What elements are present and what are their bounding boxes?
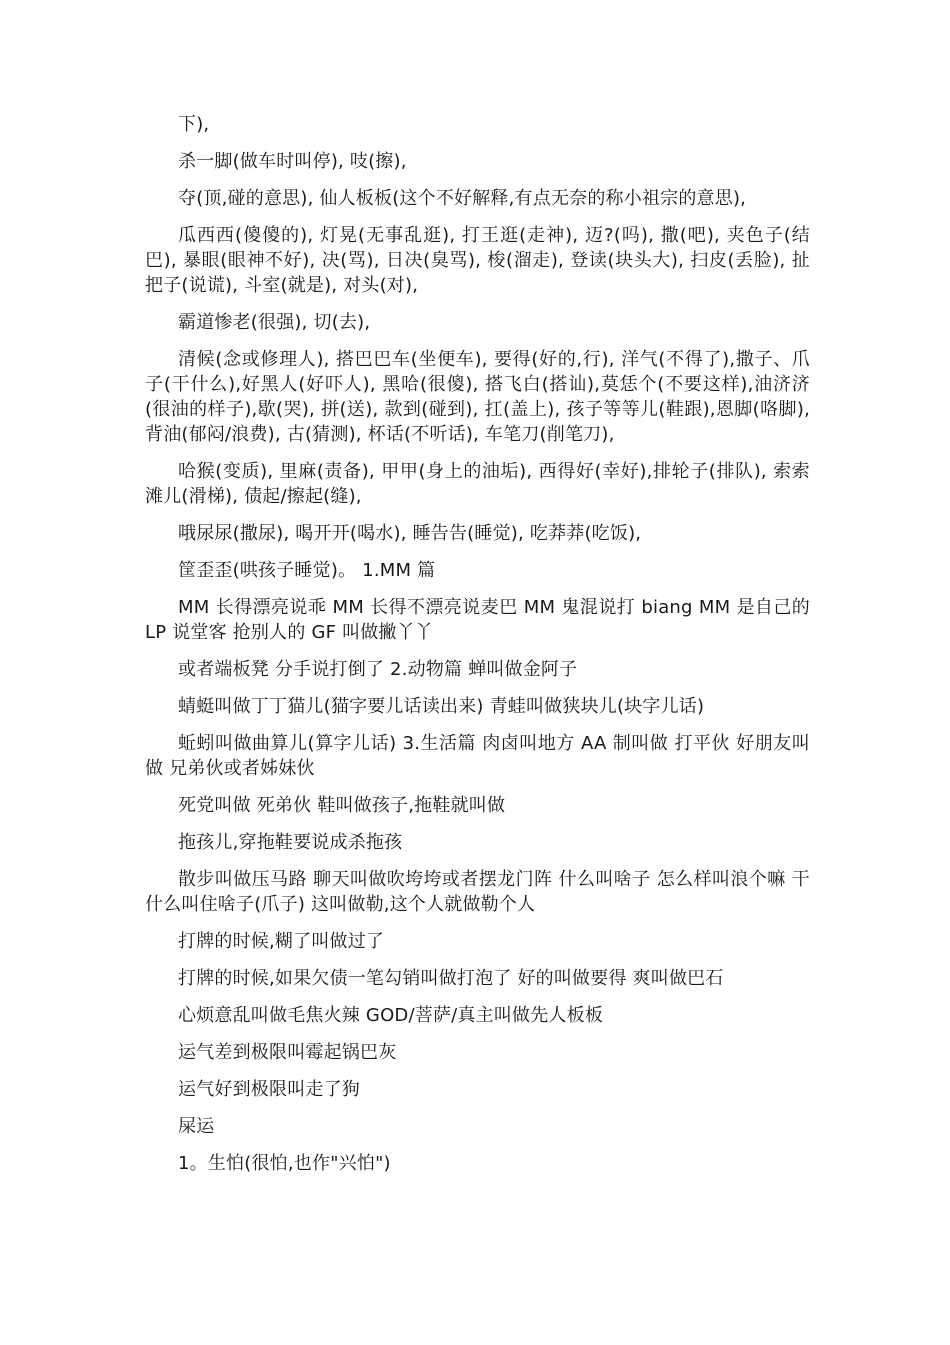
paragraph-16: 散步叫做压马路 聊天叫做吹垮垮或者摆龙门阵 什么叫啥子 怎么样叫浪个嘛 干什么叫住啥子(爪子) 这叫做勒,这个人就做勒个人 — [145, 869, 810, 915]
paragraph-14: 死党叫做 死弟伙 鞋叫做孩子,拖鞋就叫做 — [178, 795, 506, 816]
paragraph-1: 下), — [178, 114, 210, 135]
paragraph-22: 屎运 — [178, 1116, 215, 1137]
paragraph-10: MM 长得漂亮说乖 MM 长得不漂亮说麦巴 MM 鬼混说打 biang MM 是自己的 LP 说堂客 抢别人的 GF 叫做撇丫丫 — [145, 597, 810, 643]
paragraph-11: 或者端板凳 分手说打倒了 2.动物篇 蝉叫做金阿子 — [178, 659, 578, 680]
paragraph-7: 哈猴(变质), 里麻(责备), 甲甲(身上的油垢), 西得好(幸好),排轮子(排队), 索索滩儿(滑梯), 债起/擦起(缝), — [145, 461, 810, 507]
document-body — [145, 112, 810, 1188]
paragraph-15: 拖孩儿,穿拖鞋要说成杀拖孩 — [178, 832, 403, 853]
paragraph-12: 蜻蜓叫做丁丁猫儿(猫字要儿话读出来) 青蛙叫做狭块儿(块字儿话) — [178, 696, 705, 717]
paragraph-18: 打牌的时候,如果欠债一笔勾销叫做打泡了 好的叫做要得 爽叫做巴石 — [178, 968, 724, 989]
paragraph-9: 筐歪歪(哄孩子睡觉)。 1.MM 篇 — [178, 560, 436, 581]
paragraph-3: 夺(顶,碰的意思), 仙人板板(这个不好解释,有点无奈的称小祖宗的意思), — [178, 188, 747, 209]
paragraph-19: 心烦意乱叫做毛焦火辣 GOD/菩萨/真主叫做先人板板 — [178, 1005, 604, 1026]
paragraph-21: 运气好到极限叫走了狗 — [178, 1079, 360, 1100]
paragraph-23: 1。生怕(很怕,也作"兴怕") — [178, 1153, 391, 1174]
paragraph-6: 清候(念或修理人), 搭巴巴车(坐便车), 要得(好的,行), 洋气(不得了),撒子、爪子(干什么),好黑人(好吓人), 黑哈(很傻), 搭飞白(搭讪),莫恁个(不要这样),油济济(很油的样子),歇(哭), 拼(送), 款到(碰到), 扛(盖上), 孩子等等儿(鞋跟),恩脚(咯脚), 背油(郁闷/浪费), 古(猜测), 杯话(不听话), 车笔刀(削笔刀), — [145, 349, 810, 445]
paragraph-13: 蚯蚓叫做曲算儿(算字儿话) 3.生活篇 肉卤叫地方 AA 制叫做 打平伙 好朋友叫做 兄弟伙或者姊妹伙 — [145, 733, 810, 779]
paragraph-4: 瓜西西(傻傻的), 灯晃(无事乱逛), 打王逛(走神), 迈?(吗), 撒(吧), 夹色子(结巴), 暴眼(眼神不好), 决(骂), 日决(臭骂), 梭(溜走), 登读(块头大), 扫皮(丢脸), 扯把子(说谎), 斗室(就是), 对头(对), — [145, 225, 810, 296]
paragraph-2: 杀一脚(做车时叫停), 吱(擦), — [178, 151, 407, 172]
paragraph-20: 运气差到极限叫霉起锅巴灰 — [178, 1042, 397, 1063]
paragraph-5: 霸道惨老(很强), 切(去), — [178, 312, 371, 333]
paragraph-17: 打牌的时候,糊了叫做过了 — [178, 931, 385, 952]
paragraph-8: 哦尿尿(撒尿), 喝开开(喝水), 睡告告(睡觉), 吃莽莽(吃饭), — [178, 523, 642, 544]
